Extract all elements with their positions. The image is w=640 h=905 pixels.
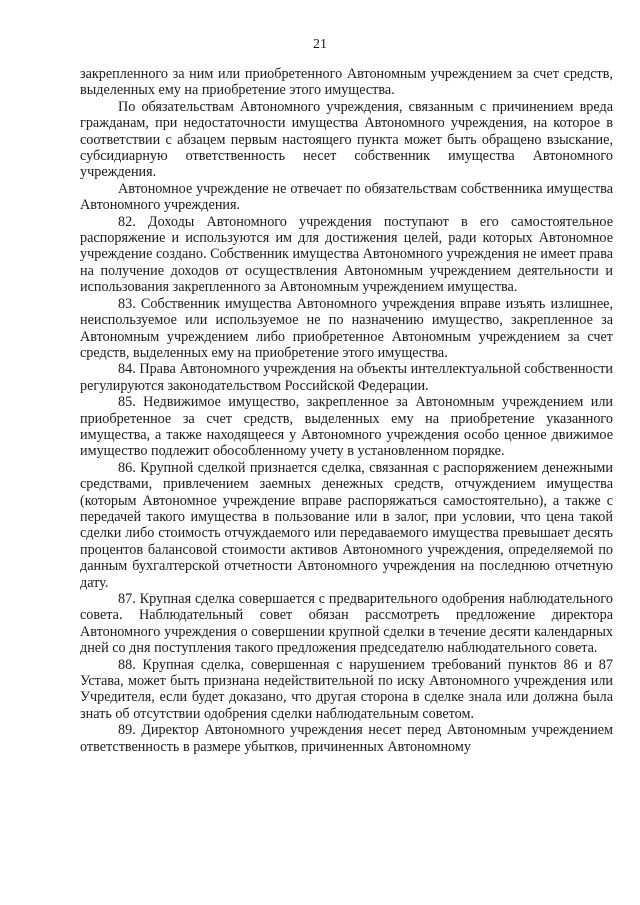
paragraph-item-84: 84. Права Автономного учреждения на объекты интеллектуальной собственности регулируются законодательством Российской Федерации.	[80, 361, 613, 394]
paragraph-item-88: 88. Крупная сделка, совершенная с нарушением требований пунктов 86 и 87 Устава, может быть признана недействительной по иску Автономного учреждения или Учредителя, если будет доказано, что другая сторона в сделке знала или должна была знать об отсутствии одобрения сделки наблюдательным советом.	[80, 656, 613, 722]
document-body	[80, 66, 613, 755]
paragraph-item-87: 87. Крупная сделка совершается с предварительного одобрения наблюдательного совета. Наблюдательный совет обязан рассмотреть предложение директора Автономного учреждения о совершении крупной сделки в течение десяти календарных дней со дня поступления такого предложения председателю наблюдательного совета.	[80, 591, 613, 657]
paragraph-item-85: 85. Недвижимое имущество, закрепленное за Автономным учреждением или приобретенное за счет средств, выделенных ему на приобретение указанного имущества, а также находящееся у Автономного учреждения особо ценное движимое имущество подлежит обособленному учету в установленном порядке.	[80, 394, 613, 460]
paragraph-item-89: 89. Директор Автономного учреждения несет перед Автономным учреждением ответственность в размере убытков, причиненных Автономному	[80, 722, 613, 755]
page-number: 21	[313, 37, 327, 52]
paragraph-continuation: закрепленного за ним или приобретенного Автономным учреждением за счет средств, выделенных ему на приобретение этого имущества.	[80, 66, 613, 99]
paragraph-item-82: 82. Доходы Автономного учреждения поступают в его самостоятельное распоряжение и используются им для достижения целей, ради которых Автономное учреждение создано. Собственник имущества Автономного учреждения не имеет права на получение доходов от осуществления Автономным учреждением деятельности и использования закрепленного за Автономным учреждением имущества.	[80, 213, 613, 296]
paragraph-item-83: 83. Собственник имущества Автономного учреждения вправе изъять излишнее, неиспользуемое или используемое не по назначению имущество, закрепленное за Автономным учреждением либо приобретенное Автономным учреждением за счет средств, выделенных ему на приобретение этого имущества.	[80, 295, 613, 361]
paragraph-liability-harm: По обязательствам Автономного учреждения, связанным с причинением вреда гражданам, при недостаточности имущества Автономного учреждения, на которое в соответствии с абзацем первым настоящего пункта может быть обращено взыскание, субсидиарную ответственность несет собственник имущества Автономного учреждения.	[80, 98, 613, 181]
paragraph-no-owner-liability: Автономное учреждение не отвечает по обязательствам собственника имущества Автономного учреждения.	[80, 180, 613, 214]
paragraph-item-86: 86. Крупной сделкой признается сделка, связанная с распоряжением денежными средствами, привлечением заемных денежных средств, отчуждением имущества (которым Автономное учреждение вправе распоряжаться самостоятельно), а также с передачей такого имущества в пользование или в залог, при условии, что цена такой сделки либо стоимость отчуждаемого или передаваемого имущества превышает десять процентов балансовой стоимости активов Автономного учреждения, определяемой по данным бухгалтерской отчетности Автономного учреждения на последнюю отчетную дату.	[80, 459, 613, 591]
